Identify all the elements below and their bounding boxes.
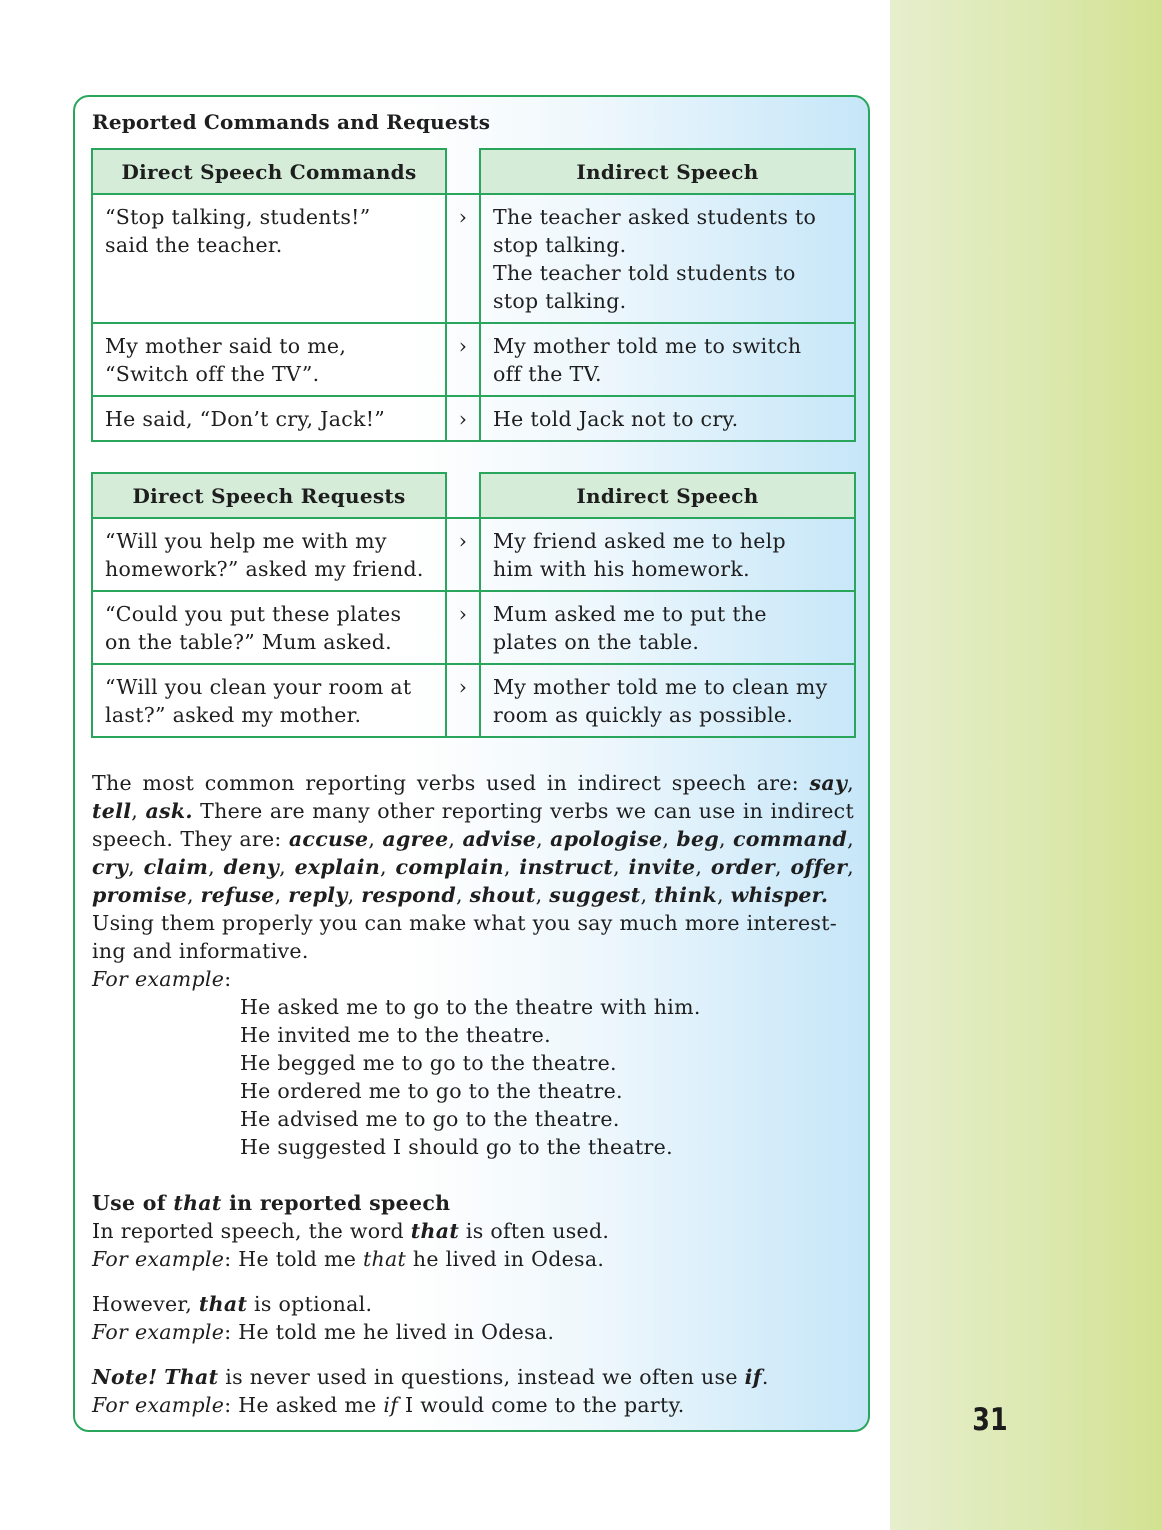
table-row	[92, 518, 855, 591]
cell-line: “Will you clean your room at	[105, 675, 412, 699]
panel-title: Reported Commands and Requests	[92, 110, 491, 134]
verb: respond	[361, 883, 456, 907]
header-gap	[446, 149, 480, 194]
that-section	[92, 1189, 854, 1273]
that-line-pre: In reported speech, the word	[92, 1219, 411, 1243]
cell-line: homework?” asked my friend.	[105, 557, 424, 581]
cell-line: “Switch off the TV”.	[105, 362, 320, 386]
arrow-cell: ›	[446, 396, 480, 441]
verbs-middle: There are many other reporting verbs we can use in indirect speech. They are:	[92, 799, 854, 851]
indirect-speech-cell	[480, 591, 855, 664]
verb: instruct	[519, 855, 614, 879]
note-middle: is never used in questions, instead we often use	[218, 1365, 745, 1389]
that-line-word: that	[410, 1219, 460, 1243]
cell-line: last?” asked my mother.	[105, 703, 362, 727]
indirect-speech-cell	[480, 323, 855, 396]
example-sentence: He invited me to the theatre.	[240, 1023, 551, 1047]
common-verbs-list: say, tell, ask.	[92, 771, 854, 823]
example-post: he lived in Odesa.	[406, 1247, 605, 1271]
verb: tell	[92, 799, 132, 823]
verb: suggest	[549, 883, 641, 907]
reporting-verbs-paragraph	[92, 769, 854, 909]
verb: claim	[143, 855, 209, 879]
arrow-cell: ›	[446, 194, 480, 323]
for-example-label: For example	[92, 1393, 225, 1417]
example-sentence: He begged me to go to the theatre.	[240, 1051, 617, 1075]
verb-examples-list	[240, 993, 854, 1161]
direct-speech-cell	[92, 194, 446, 323]
header-indirect-speech: Indirect Speech	[480, 149, 855, 194]
verb: reply	[288, 883, 348, 907]
that-example-1: For example: He told me that he lived in Odesa.	[92, 1247, 605, 1271]
table-row	[92, 591, 855, 664]
side-strip	[890, 0, 1162, 1530]
cell-line: him with his homework.	[493, 557, 750, 581]
for-example-label: For example	[92, 967, 225, 991]
table-header-row	[92, 149, 855, 194]
note-if: if	[744, 1365, 762, 1389]
table-row	[92, 664, 855, 737]
cell-line: He told Jack not to cry.	[493, 407, 739, 431]
verbs-outro: Using them properly you can make what you say much more interest-ing and informative.	[92, 911, 838, 963]
optional-pre: However,	[92, 1292, 199, 1316]
cell-line: plates on the table.	[493, 630, 700, 654]
that-heading-post: in reported speech	[221, 1191, 451, 1215]
example-word: if	[383, 1393, 399, 1417]
table-header-row	[92, 473, 855, 518]
example-sentence: He ordered me to go to the theatre.	[240, 1079, 623, 1103]
page-number: 31	[972, 1402, 1008, 1438]
optional-word: that	[198, 1292, 248, 1316]
table-row	[92, 194, 855, 323]
table-row	[92, 396, 855, 441]
cell-line: My mother said to me,	[105, 334, 347, 358]
cell-line: My mother told me to switch	[493, 334, 802, 358]
cell-line: stop talking.	[493, 289, 627, 313]
that-heading	[92, 1189, 854, 1217]
example-word: that	[362, 1247, 407, 1271]
that-line-post: is often used.	[459, 1219, 610, 1243]
header-indirect-speech: Indirect Speech	[480, 473, 855, 518]
example-sentence: He suggested I should go to the theatre.	[240, 1135, 673, 1159]
verb: apologise	[550, 827, 663, 851]
verb: explain	[294, 855, 381, 879]
verb: whisper	[730, 883, 821, 907]
that-optional-line	[92, 1290, 854, 1318]
verb: promise	[92, 883, 187, 907]
cell-line: said the teacher.	[105, 233, 283, 257]
arrow-cell: ›	[446, 664, 480, 737]
verb: accuse	[288, 827, 369, 851]
verb: think	[654, 883, 717, 907]
direct-speech-cell	[92, 591, 446, 664]
verb: advise	[462, 827, 537, 851]
indirect-speech-cell	[480, 664, 855, 737]
cell-line: Mum asked me to put the	[493, 602, 767, 626]
example-text: He told me he lived in Odesa.	[238, 1320, 555, 1344]
verb: refuse	[200, 883, 275, 907]
cell-line: My friend asked me to help	[493, 529, 786, 553]
verb: agree	[382, 827, 449, 851]
indirect-speech-cell	[480, 518, 855, 591]
other-verbs-list: accuse, agree, advise, apologise, beg, command, cry, claim, deny, explain, complain, instruct, invite, order, offer, promise, refuse, reply, respond, shout, suggest, think, whisper.	[92, 827, 854, 907]
for-example-label: For example	[92, 1320, 225, 1344]
indirect-speech-cell	[480, 396, 855, 441]
note-label: Note!	[92, 1365, 158, 1389]
cell-line: The teacher told students to	[493, 261, 796, 285]
example-sentence: He advised me to go to the theatre.	[240, 1107, 620, 1131]
optional-post: is optional.	[247, 1292, 373, 1316]
cell-line: “Stop talking, students!”	[105, 205, 371, 229]
cell-line: He said, “Don’t cry, Jack!”	[105, 407, 386, 431]
direct-speech-cell	[92, 396, 446, 441]
verbs-intro: The most common reporting verbs used in indirect speech are:	[92, 771, 810, 795]
verb: cry	[92, 855, 129, 879]
verb: beg	[676, 827, 719, 851]
cell-line: “Could you put these plates	[105, 602, 402, 626]
cell-line: “Will you help me with my	[105, 529, 387, 553]
example-pre: He asked me	[238, 1393, 384, 1417]
that-example-2: For example: He told me he lived in Odesa.	[92, 1320, 555, 1344]
arrow-cell: ›	[446, 323, 480, 396]
verb: order	[710, 855, 776, 879]
table-row	[92, 323, 855, 396]
direct-speech-cell	[92, 518, 446, 591]
cell-line: My mother told me to clean my	[493, 675, 828, 699]
cell-line: on the table?” Mum asked.	[105, 630, 392, 654]
direct-speech-cell	[92, 323, 446, 396]
note-example: For example: He asked me if I would come to the party.	[92, 1393, 685, 1417]
verb: command	[732, 827, 848, 851]
that-line	[92, 1217, 854, 1245]
note-word: That	[164, 1365, 219, 1389]
commands-table	[91, 148, 856, 442]
verb: complain	[395, 855, 504, 879]
reporting-verbs-section	[92, 769, 854, 1161]
cell-line: off the TV.	[493, 362, 602, 386]
verb: say	[809, 771, 848, 795]
arrow-cell: ›	[446, 518, 480, 591]
requests-table	[91, 472, 856, 738]
that-optional-section	[92, 1290, 854, 1346]
note-section	[92, 1363, 854, 1419]
cell-line: The teacher asked students to	[493, 205, 817, 229]
arrow-cell: ›	[446, 591, 480, 664]
verb: invite	[628, 855, 696, 879]
that-heading-pre: Use of	[92, 1191, 174, 1215]
header-direct-commands: Direct Speech Commands	[92, 149, 446, 194]
cell-line: stop talking.	[493, 233, 627, 257]
verb: offer	[790, 855, 848, 879]
that-heading-word: that	[173, 1191, 222, 1215]
example-pre: He told me	[238, 1247, 363, 1271]
verb: shout	[469, 883, 536, 907]
verb: deny	[223, 855, 280, 879]
for-example-line: For example:	[92, 967, 232, 991]
indirect-speech-cell	[480, 194, 855, 323]
verb: ask	[145, 799, 186, 823]
header-gap	[446, 473, 480, 518]
direct-speech-cell	[92, 664, 446, 737]
header-direct-requests: Direct Speech Requests	[92, 473, 446, 518]
for-example-label: For example	[92, 1247, 225, 1271]
note-line: Note! That is never used in questions, instead we often use if.	[92, 1365, 769, 1389]
example-sentence: He asked me to go to the theatre with him.	[240, 995, 701, 1019]
cell-line: room as quickly as possible.	[493, 703, 794, 727]
example-post: I would come to the party.	[398, 1393, 685, 1417]
